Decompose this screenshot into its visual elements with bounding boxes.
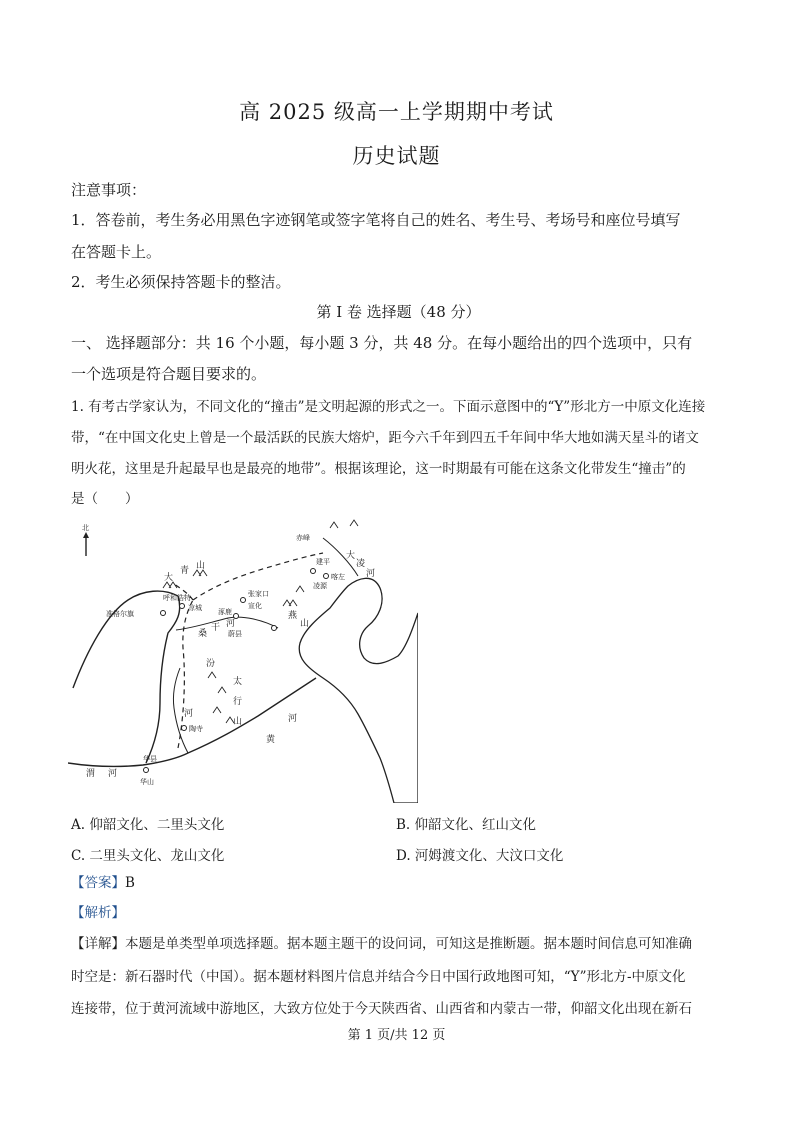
option-c[interactable]: C. 二里头文化、龙山文化 xyxy=(71,848,225,864)
map-label-shan: 山 xyxy=(196,561,206,571)
map-label-kazuo: 喀左 xyxy=(331,573,345,581)
map-label-da: 大 xyxy=(346,551,356,561)
notice-item-2: 2．考生必须保持答题卡的整洁。 xyxy=(71,273,291,291)
section-intro-cont: 一个选项是符合题目要求的。 xyxy=(71,365,267,383)
notice-heading: 注意事项： xyxy=(71,181,147,199)
map-label-zhungeer: 准格尔旗 xyxy=(106,610,134,618)
map-label-yuxian: 蔚县 xyxy=(228,630,242,638)
map-label-tai: 太 xyxy=(233,677,243,687)
map-label-yan: 燕 xyxy=(288,611,298,621)
detail-line-1 xyxy=(71,929,726,960)
section-intro: 一、 选择题部分：共 16 个小题，每小题 3 分，共 48 分。在每小题给出的四个选项中，只有 xyxy=(71,334,693,352)
detail-line-3: 连接带，位于黄河流域中游地区，大致方位处于今天陕西省、山西省和内蒙古一带，仰韶文化出现在新石 xyxy=(71,1001,692,1017)
question-1-line-1: 1. 有考古学家认为，不同文化的“撞击”是文明起源的形式之一。下面示意图中的“Y”形北方一中原文化连接 xyxy=(71,399,706,415)
map-label-gan: 干 xyxy=(211,623,221,633)
map-label-wei: 渭 xyxy=(86,769,96,779)
map-label-he: 河 xyxy=(366,569,376,579)
option-b[interactable]: B. 仰韶文化、红山文化 xyxy=(396,817,537,833)
detail-line-2: 时空是：新石器时代（中国）。据本题材料图片信息并结合今日中国行政地图可知，“Y”形北方-中原文化 xyxy=(71,969,686,985)
map-label-huashan: 华山 xyxy=(140,778,154,786)
map-label-zhangjiakou: 张家口 xyxy=(248,590,269,598)
question-1-line-2: 带，“在中国文化史上曾是一个最活跃的民族大熔炉，距今六千年到四五千年间中华大地如满天星斗的诸文 xyxy=(71,430,699,446)
notice-item-1-cont: 在答题卡上。 xyxy=(71,243,162,261)
map-label-daqing: 大 xyxy=(164,573,174,583)
map-label-taosi: 陶寺 xyxy=(189,725,203,733)
answer-value: B xyxy=(125,875,135,891)
map-label-jianping: 建平 xyxy=(316,558,330,566)
question-1-line-3: 明火花，这里是升起最早也是最亮的地带”。根据该理论，这一时期最有可能在这条文化带发生“撞击”的 xyxy=(71,461,686,477)
map-label-huang: 黄 xyxy=(266,735,276,745)
map-label-huhehaote: 呼和浩特 xyxy=(163,594,191,602)
option-a[interactable]: A. 仰韶文化、二里头文化 xyxy=(71,817,225,833)
analysis-label: 【解析】 xyxy=(71,905,125,921)
north-arrow-icon xyxy=(82,523,89,556)
exam-subtitle: 历史试题 xyxy=(352,144,441,168)
detail-text-1: 本题是单类型单项选择题。据本题主题干的设问词，可知这是推断题。据本题时间信息可知准确 xyxy=(125,936,692,952)
map-label-zhuolu: 涿鹿 xyxy=(218,608,232,616)
map-north-label: 北 xyxy=(82,524,89,532)
notice-item-1: 1．答卷前，考生务必用黑色字迹钢笔或签字笔将自己的姓名、考生号、考场号和座位号填写 xyxy=(71,211,681,229)
map-label-liangcheng: 凉城 xyxy=(188,604,202,612)
section-title: 第 I 卷 选择题（48 分） xyxy=(316,303,481,321)
culture-belt-map xyxy=(68,518,418,803)
detail-label: 【详解】 xyxy=(71,936,125,952)
question-1-line-4: 是（ ） xyxy=(71,491,139,507)
map-label-he5: 河 xyxy=(108,769,118,779)
map-label-sang: 桑 xyxy=(198,629,208,639)
map-label-lingyuan: 凌源 xyxy=(313,582,327,590)
option-d[interactable]: D. 河姆渡文化、大汶口文化 xyxy=(396,848,564,864)
map-label-hang: 行 xyxy=(233,697,243,707)
map-label-chifeng: 赤峰 xyxy=(296,534,310,542)
map-label-xuanhua: 宣化 xyxy=(248,602,262,610)
map-label-ling: 凌 xyxy=(356,559,366,569)
map-label-he2: 河 xyxy=(226,619,236,629)
map-label-qing: 青 xyxy=(180,566,190,576)
map-label-fen: 汾 xyxy=(206,659,216,669)
answer-label: 【答案】 xyxy=(71,875,125,891)
map-label-he4: 河 xyxy=(288,714,298,724)
exam-title: 高 2025 级高一上学期期中考试 xyxy=(239,100,554,124)
map-label-shan3: 山 xyxy=(233,717,243,727)
answer-line xyxy=(71,868,726,899)
map-label-shan2: 山 xyxy=(300,619,310,629)
map-label-huaxian: 华县 xyxy=(143,755,157,763)
page-footer: 第 1 页/共 12 页 xyxy=(347,1028,446,1043)
map-label-he3: 河 xyxy=(184,709,194,719)
